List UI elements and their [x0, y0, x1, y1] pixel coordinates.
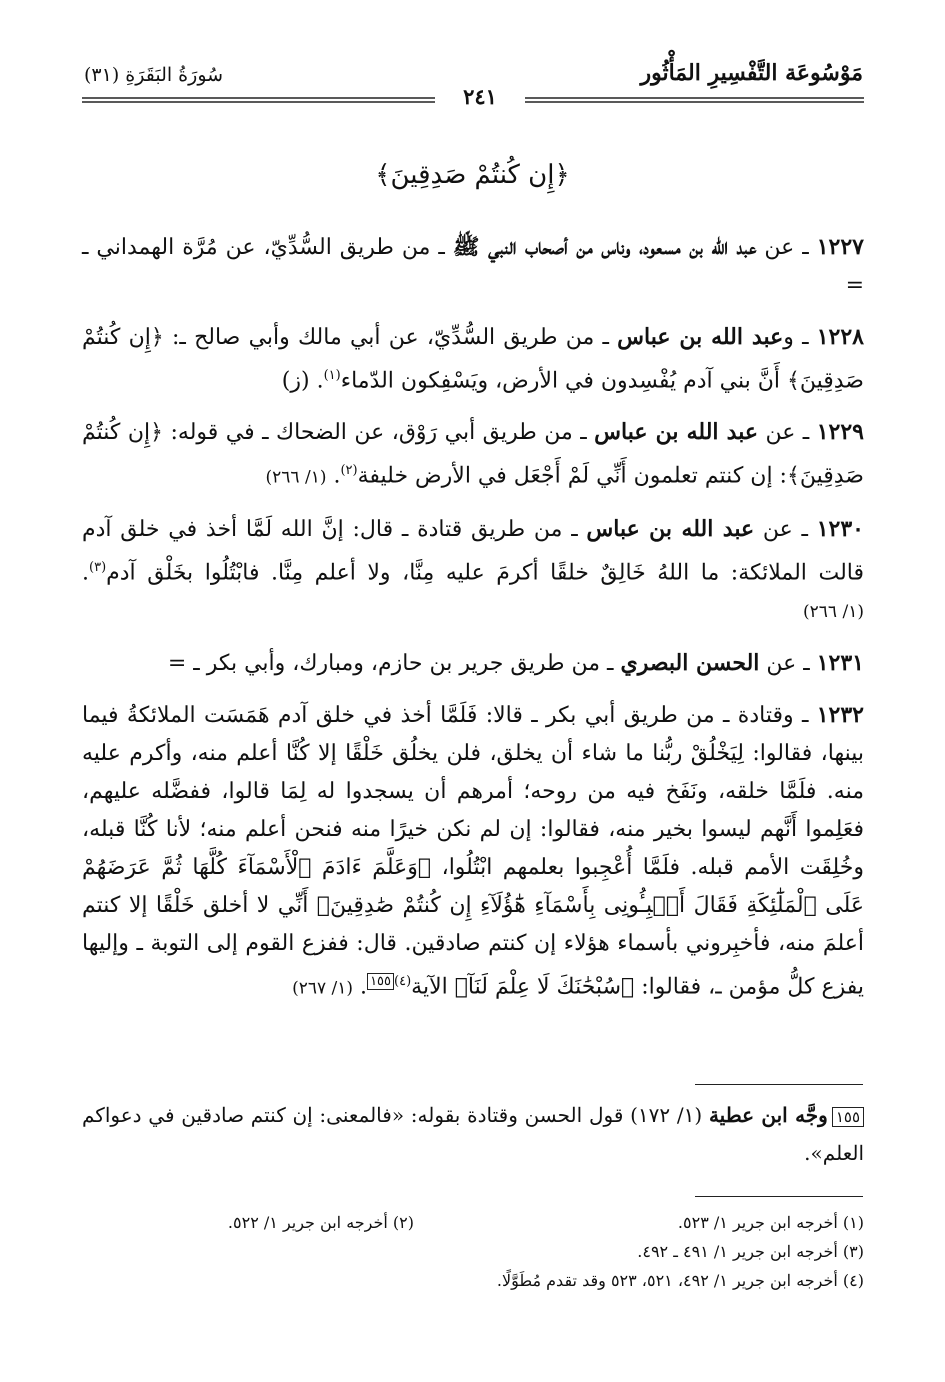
footnote-1: (١) أخرجه ابن جرير ١/ ٥٢٣.	[677, 1213, 864, 1232]
entry-text: ـ من طريق أبي رَوْق، عن الضحاك ـ في قوله: ﴿إِن كُنتُمْ صَدِقِينَ﴾: إن كنتم تعلمون أَنِّي لَمْ أَجْعَل في الأرض خليفة	[82, 420, 864, 489]
footnote-reference[interactable]: (٤)	[394, 973, 412, 989]
commentary-text: (١/ ١٧٢) قول الحسن وقتادة بقوله: «فالمعنى: إن كنتم صادقين في دعواكم العلم».	[82, 1103, 864, 1165]
source-reference: (١/ ٢٦٦)	[265, 467, 327, 488]
commentary-note	[82, 1096, 864, 1172]
entry-1229	[82, 413, 864, 496]
footnote-reference[interactable]: (١)	[323, 368, 341, 383]
entry-1230	[82, 510, 864, 631]
narrator-name: عبد الله بن عباس	[617, 324, 784, 350]
entry-text: ـ و	[783, 325, 817, 350]
entry-number: ١٢٢٧	[816, 234, 864, 260]
footnote-2: (٢) أخرجه ابن جرير ١/ ٥٢٢.	[227, 1213, 414, 1232]
entry-text: ـ عن	[754, 516, 817, 542]
section-heading: ﴿إِن كُنتُمْ صَدِقِينَ﴾	[375, 160, 570, 190]
entry-1232	[82, 696, 864, 1007]
page-number: ٢٤١	[435, 84, 525, 109]
entry-1228	[82, 318, 864, 400]
entry-1227	[82, 228, 864, 305]
entry-text: ـ من طريق السُّدِّيّ، عن أبي مالك وأبي صالح ـ: ﴿إِن كُنتُمْ صَدِقِينَ﴾ أَنَّ بني آدم يُفْسِدون في الأرض، ويَسْفِكون الدّماء	[82, 325, 864, 394]
entry-text: .	[82, 559, 89, 585]
entry-text: . (ز)	[281, 368, 324, 394]
entry-number: ١٢٢٩	[816, 419, 864, 446]
entry-number: ١٢٣١	[816, 649, 864, 676]
entries-body	[82, 228, 864, 1020]
source-reference: (١/ ٢٦٧)	[292, 978, 354, 999]
footnote-4: (٤) أخرجه ابن جرير ١/ ٤٩٢، ٥٢١، ٥٢٣ وقد تقدم مُطَوَّلًا.	[496, 1271, 864, 1290]
entry-number: ١٢٣٢	[816, 701, 864, 728]
commentary-note-number: ١٥٥	[832, 1107, 864, 1127]
narrator-name: الحسن البصري	[620, 649, 760, 676]
entry-text: ـ عن	[759, 650, 817, 676]
commentary-divider	[695, 1084, 863, 1085]
entry-text: .	[353, 974, 368, 1000]
entry-text: ـ عن	[757, 420, 817, 446]
narrator-name: عبد الله بن عباس	[586, 515, 755, 542]
entry-number: ١٢٢٨	[816, 324, 864, 350]
entry-text: ـ عن	[756, 235, 817, 260]
entry-text: ـ من طريق قتادة ـ قال: إنَّ الله لَمَّا أخذ في خلق آدم قالت الملائكة: ما اللهُ خَالِقٌ خلقًا أكرمَ عليه مِنَّا، ولا أعلم مِنَّا. فابْتُلُوا بخَلْق آدم	[82, 516, 864, 585]
footnotes	[82, 1208, 864, 1295]
entry-number: ١٢٣٠	[816, 515, 864, 542]
surah-title: سُورَةُ البَقَرَةِ (٣١)	[84, 64, 224, 86]
footnote-line	[82, 1266, 864, 1295]
footnote-3: (٣) أخرجه ابن جرير ١/ ٤٩١ ـ ٤٩٢.	[637, 1242, 864, 1261]
source-reference: (١/ ٢٦٦)	[803, 601, 864, 622]
commentary-author: وجَّه ابن عطية	[708, 1103, 828, 1127]
footnote-line	[82, 1237, 864, 1266]
entry-text: .	[326, 463, 341, 489]
entry-text: ـ وقتادة ـ من طريق أبي بكر ـ قالا: فَلَمَّا أخذ في خلق آدم هَمَسَت الملائكةُ فيما بينها، فقالوا: لِيَخْلُقْ ربُّنا ما شاء أن يخلق، فلن يخلُق خَلْقًا إلا كُنَّا أعلم منه، وأكرم عليه منه. فلَمَّا خلقه، ونَفَخ فيه من روحه؛ أمرهم أن يسجدوا له لِمَا قالوا، ففضَّله عليهم، فعَلِموا أَنَّهم ليسوا بخير منه، فقالوا: إن لم نكن خيرًا منه فنحن أعلم منه؛ لأنا كُنَّا قبله، وخُلِقَت الأمم قبله. فلَمَّا أُعْجِبوا بعلمهم ابْتُلُوا، ﴿وَعَلَّمَ ءَادَمَ ٱلْأَسْمَآءَ كُلَّهَا ثُمَّ عَرَضَهُمْ عَلَى ٱلْمَلَٰٓئِكَةِ فَقَالَ أَنۢبِـُٔونِى بِأَسْمَآءِ هَٰٓؤُلَآءِ إِن كُنتُمْ صَٰدِقِينَ﴾ أَنِّي لا أخلق خَلْقًا إلا كنتم أعلمَ منه، فأخبِروني بأسماء هؤلاء إن كنتم صادقين. قال: ففزع القوم إلى التوبة ـ وإليها يفزع كلُّ مؤمن ـ، فقالوا: ﴿سُبْحَٰنَكَ لَا عِلْمَ لَنَآ﴾ الآية	[82, 702, 864, 1000]
book-title: مَوْسُوعَة التَّفْسِيرِ المَأْثُور	[640, 60, 863, 86]
narrator-name: عبد الله بن مسعود، وناس من أصحاب النبي ﷺ	[452, 234, 757, 260]
entry-1231	[82, 644, 864, 683]
entry-text: ـ من طريق السُّدِّيّ، عن مُرَّة الهمداني ـ =	[82, 235, 864, 298]
narrator-name: عبد الله بن عباس	[594, 419, 758, 446]
footnote-reference[interactable]: (٢)	[340, 463, 358, 479]
footnote-reference[interactable]: (٣)	[89, 559, 107, 575]
commentary-note-marker[interactable]: ١٥٥	[367, 973, 394, 990]
entry-text: ـ من طريق جرير بن حازم، ومبارك، وأبي بكر ـ =	[167, 650, 621, 676]
footnote-line	[82, 1208, 864, 1237]
footnotes-divider	[695, 1196, 863, 1197]
